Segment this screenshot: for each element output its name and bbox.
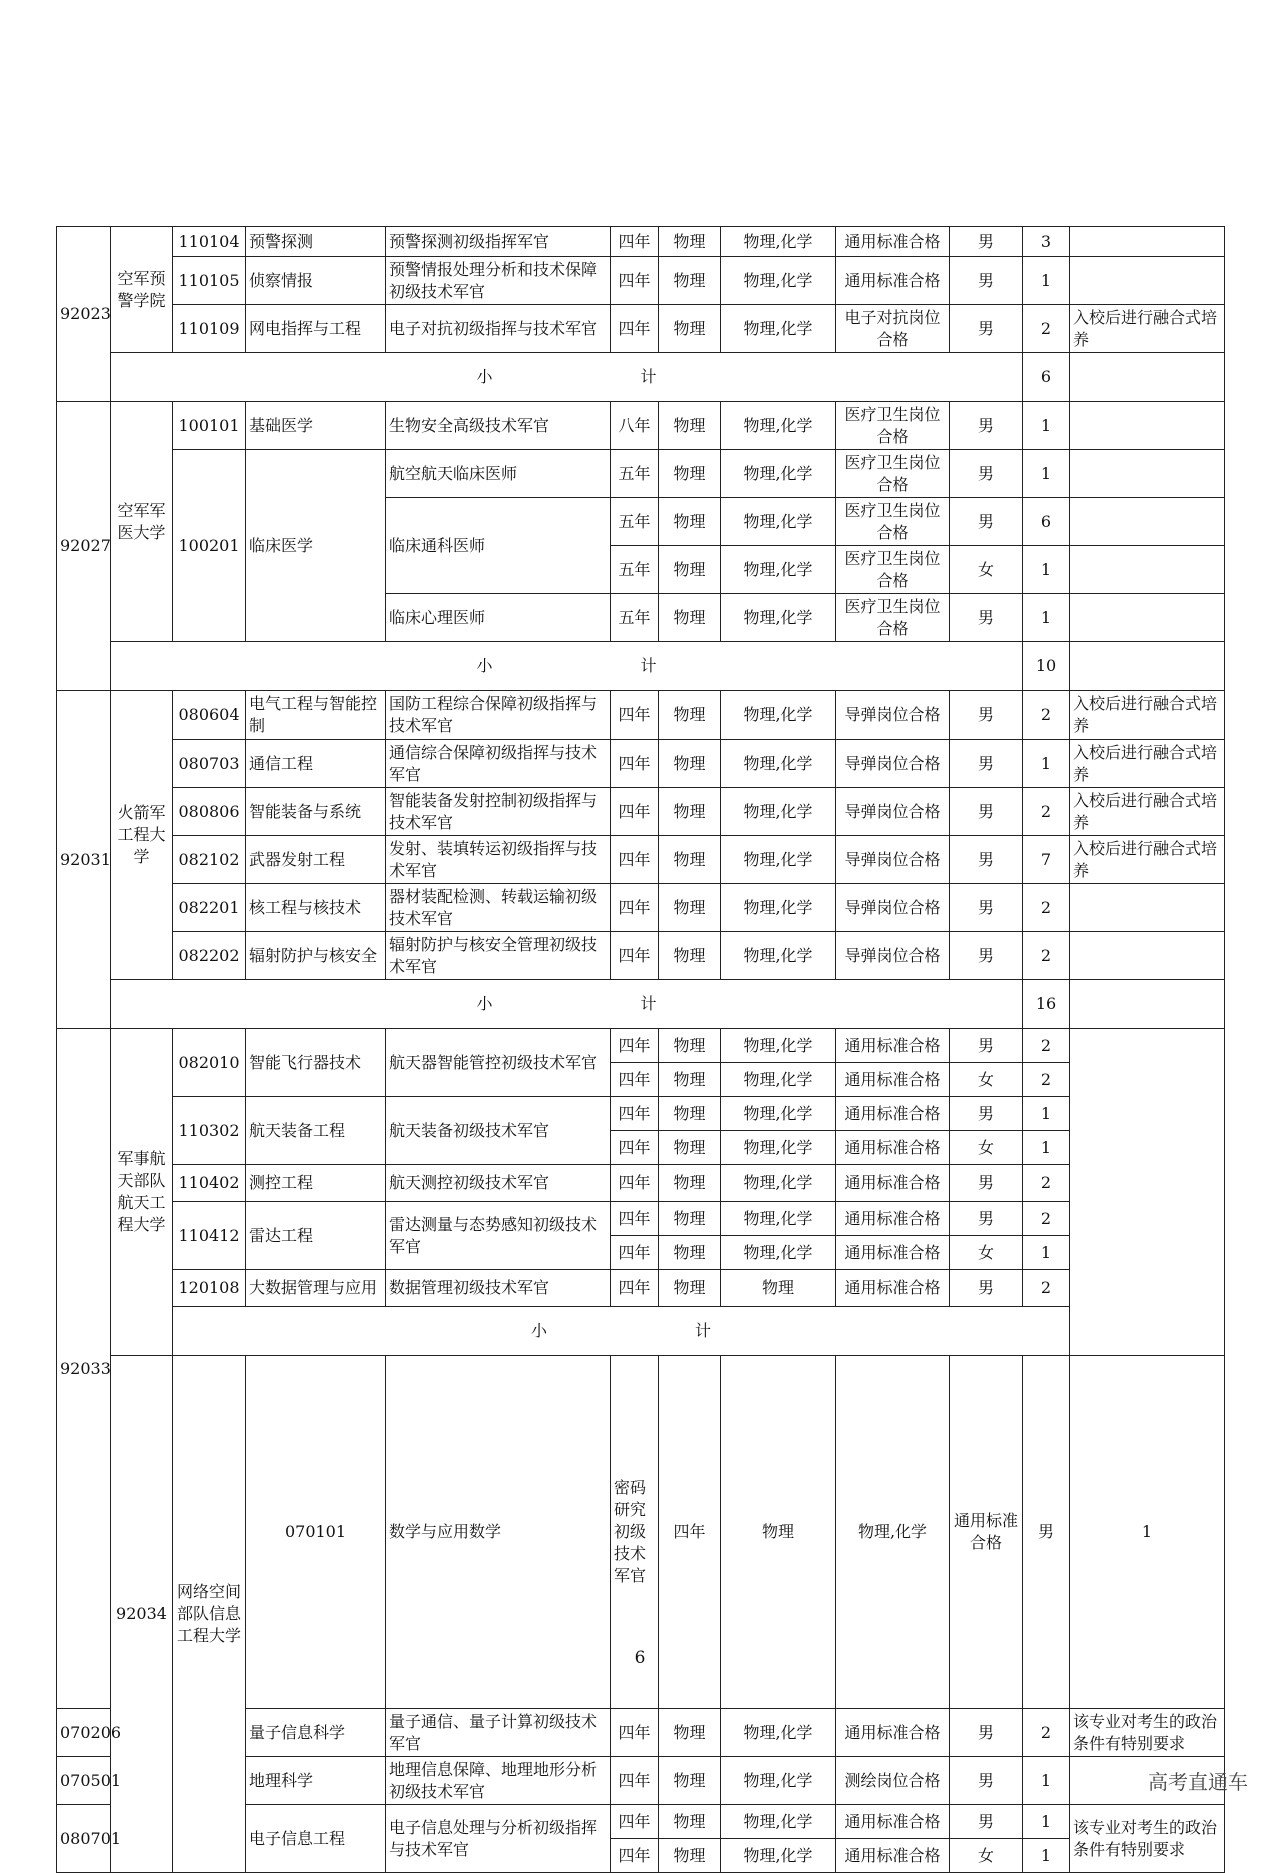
- table-row: [57, 932, 1225, 980]
- subtotal-label: 小 计: [173, 1307, 1070, 1356]
- elective-subjects: 物理,化学: [721, 691, 836, 740]
- count: 2: [1023, 1029, 1070, 1063]
- major-name: 测控工程: [246, 1165, 386, 1202]
- note: [1070, 642, 1225, 691]
- note: [1070, 227, 1225, 257]
- primary-subject: 物理: [659, 1131, 721, 1165]
- major-name: 电气工程与智能控制: [246, 691, 386, 740]
- major-code: 110109: [173, 305, 246, 353]
- years: 四年: [611, 1757, 659, 1805]
- primary-subject: 物理: [659, 546, 721, 594]
- physical-requirement: 导弹岗位合格: [836, 788, 950, 836]
- position: 临床心理医师: [386, 594, 611, 642]
- elective-subjects: 物理,化学: [721, 932, 836, 980]
- elective-subjects: 物理,化学: [721, 257, 836, 305]
- years: 四年: [611, 884, 659, 932]
- physical-requirement: 导弹岗位合格: [836, 691, 950, 740]
- primary-subject: 物理: [659, 594, 721, 642]
- physical-requirement: 通用标准合格: [836, 227, 950, 257]
- count: 1: [1023, 1097, 1070, 1131]
- elective-subjects: 物理,化学: [721, 1709, 836, 1757]
- primary-subject: 物理: [659, 884, 721, 932]
- count: 7: [1023, 836, 1070, 884]
- elective-subjects: 物理,化学: [721, 546, 836, 594]
- note: [1070, 546, 1225, 594]
- major-code: 082202: [173, 932, 246, 980]
- gender: 男: [950, 1757, 1023, 1805]
- gender: 男: [950, 932, 1023, 980]
- major-name: 雷达工程: [246, 1202, 386, 1270]
- gender: 男: [950, 1709, 1023, 1757]
- primary-subject: 物理: [659, 1029, 721, 1063]
- physical-requirement: 测绘岗位合格: [836, 1757, 950, 1805]
- subtotal-count: 6: [1023, 353, 1070, 402]
- count: 2: [1023, 1270, 1070, 1307]
- primary-subject: 物理: [659, 227, 721, 257]
- elective-subjects: 物理,化学: [721, 498, 836, 546]
- subtotal-row: [57, 353, 1225, 402]
- major-name: 武器发射工程: [246, 836, 386, 884]
- years: 五年: [611, 546, 659, 594]
- position: 航天装备初级技术军官: [386, 1097, 611, 1165]
- table-row: [57, 402, 1225, 450]
- major-code: 082201: [173, 884, 246, 932]
- gender: 男: [950, 836, 1023, 884]
- major-code: 100201: [173, 450, 246, 642]
- major-code: 080806: [173, 788, 246, 836]
- years: 四年: [611, 1270, 659, 1307]
- count: 1: [1023, 1805, 1070, 1839]
- note: [1070, 1029, 1225, 1356]
- count: 1: [1023, 546, 1070, 594]
- years: 五年: [611, 450, 659, 498]
- school-code: 92034: [111, 1356, 173, 1873]
- note: [1070, 257, 1225, 305]
- elective-subjects: 物理,化学: [721, 1131, 836, 1165]
- gender: 女: [950, 1236, 1023, 1270]
- school-code: 92031: [57, 691, 111, 1029]
- primary-subject: 物理: [659, 1709, 721, 1757]
- primary-subject: 物理: [659, 932, 721, 980]
- major-name: 智能飞行器技术: [246, 1029, 386, 1097]
- table-row: [57, 1029, 1225, 1063]
- count: 1: [1023, 257, 1070, 305]
- gender: 男: [950, 1202, 1023, 1236]
- note: [1070, 402, 1225, 450]
- count: 1: [1023, 450, 1070, 498]
- watermark: 高考直通车: [1148, 1770, 1248, 1794]
- position: 雷达测量与态势感知初级技术军官: [386, 1202, 611, 1270]
- physical-requirement: 通用标准合格: [950, 1356, 1023, 1709]
- physical-requirement: 通用标准合格: [836, 1839, 950, 1873]
- note: 入校后进行融合式培养: [1070, 836, 1225, 884]
- note: 入校后进行融合式培养: [1070, 305, 1225, 353]
- gender: 女: [950, 1131, 1023, 1165]
- years: 四年: [611, 1063, 659, 1097]
- physical-requirement: 通用标准合格: [836, 1270, 950, 1307]
- gender: 男: [950, 1029, 1023, 1063]
- years: 四年: [611, 1131, 659, 1165]
- gender: 男: [950, 227, 1023, 257]
- years: 四年: [611, 1202, 659, 1236]
- years: 四年: [611, 788, 659, 836]
- position: 航空航天临床医师: [386, 450, 611, 498]
- note: 该专业对考生的政治条件有特别要求: [1070, 1709, 1225, 1757]
- years: 五年: [611, 498, 659, 546]
- major-name: 核工程与核技术: [246, 884, 386, 932]
- primary-subject: 物理: [659, 1202, 721, 1236]
- count: 2: [1023, 884, 1070, 932]
- primary-subject: 物理: [659, 450, 721, 498]
- count: 2: [1023, 1165, 1070, 1202]
- years: 四年: [611, 1029, 659, 1063]
- years: 四年: [611, 1097, 659, 1131]
- position: 量子通信、量子计算初级技术军官: [386, 1709, 611, 1757]
- position: 发射、装填转运初级指挥与技术军官: [386, 836, 611, 884]
- position: 通信综合保障初级指挥与技术军官: [386, 740, 611, 788]
- position: 临床通科医师: [386, 498, 611, 594]
- school-name: 空军军医大学: [111, 402, 173, 642]
- major-code: 080604: [173, 691, 246, 740]
- table-row: [57, 1202, 1225, 1236]
- years: 四年: [611, 1165, 659, 1202]
- note: 入校后进行融合式培养: [1070, 788, 1225, 836]
- years: 四年: [611, 691, 659, 740]
- gender: 男: [950, 1270, 1023, 1307]
- physical-requirement: 导弹岗位合格: [836, 932, 950, 980]
- elective-subjects: 物理,化学: [721, 402, 836, 450]
- physical-requirement: 通用标准合格: [836, 1131, 950, 1165]
- gender: 男: [950, 1805, 1023, 1839]
- primary-subject: 物理: [659, 1270, 721, 1307]
- physical-requirement: 医疗卫生岗位合格: [836, 594, 950, 642]
- major-code: 070101: [246, 1356, 386, 1709]
- major-code: 110105: [173, 257, 246, 305]
- physical-requirement: 医疗卫生岗位合格: [836, 498, 950, 546]
- major-code: 082010: [173, 1029, 246, 1097]
- school-code: 92023: [57, 227, 111, 402]
- elective-subjects: 物理,化学: [721, 227, 836, 257]
- school-name: 网络空间部队信息工程大学: [173, 1356, 246, 1873]
- major-name: 临床医学: [246, 450, 386, 642]
- note: 入校后进行融合式培养: [1070, 740, 1225, 788]
- physical-requirement: 通用标准合格: [836, 1805, 950, 1839]
- major-code: 070501: [57, 1757, 111, 1805]
- subtotal-label: 小 计: [111, 980, 1023, 1029]
- gender: 男: [950, 788, 1023, 836]
- major-name: 航天装备工程: [246, 1097, 386, 1165]
- subtotal-row: [57, 642, 1225, 691]
- years: 四年: [611, 1709, 659, 1757]
- primary-subject: 物理: [659, 1165, 721, 1202]
- count: 1: [1023, 740, 1070, 788]
- school-name: 军事航天部队航天工程大学: [111, 1029, 173, 1356]
- major-code: 100101: [173, 402, 246, 450]
- primary-subject: 物理: [659, 257, 721, 305]
- elective-subjects: 物理,化学: [721, 594, 836, 642]
- physical-requirement: 通用标准合格: [836, 1236, 950, 1270]
- years: 四年: [611, 740, 659, 788]
- primary-subject: 物理: [659, 498, 721, 546]
- elective-subjects: 物理,化学: [721, 1165, 836, 1202]
- table-row: [57, 740, 1225, 788]
- gender: 女: [950, 546, 1023, 594]
- table-row: [57, 227, 1225, 257]
- count: 2: [1023, 932, 1070, 980]
- major-name: 预警探测: [246, 227, 386, 257]
- elective-subjects: 物理,化学: [721, 1029, 836, 1063]
- position: 预警探测初级指挥军官: [386, 227, 611, 257]
- table-row: [57, 788, 1225, 836]
- physical-requirement: 医疗卫生岗位合格: [836, 450, 950, 498]
- gender: 男: [950, 257, 1023, 305]
- elective-subjects: 物理,化学: [721, 1202, 836, 1236]
- major-code: 080701: [57, 1805, 111, 1873]
- subtotal-count: 10: [1023, 642, 1070, 691]
- table-row: [57, 257, 1225, 305]
- primary-subject: 物理: [659, 740, 721, 788]
- physical-requirement: 电子对抗岗位合格: [836, 305, 950, 353]
- gender: 男: [950, 1097, 1023, 1131]
- major-code: 070206: [57, 1709, 111, 1757]
- count: 1: [1023, 1236, 1070, 1270]
- major-name: 网电指挥与工程: [246, 305, 386, 353]
- table-row: [57, 1270, 1225, 1307]
- count: 1: [1023, 402, 1070, 450]
- physical-requirement: 医疗卫生岗位合格: [836, 402, 950, 450]
- elective-subjects: 物理,化学: [721, 1097, 836, 1131]
- table-row: [57, 884, 1225, 932]
- elective-subjects: 物理,化学: [721, 305, 836, 353]
- note: [1070, 498, 1225, 546]
- count: 2: [1023, 788, 1070, 836]
- admissions-table: [56, 226, 1225, 1873]
- count: 1: [1070, 1356, 1225, 1709]
- primary-subject: 物理: [659, 788, 721, 836]
- physical-requirement: 导弹岗位合格: [836, 836, 950, 884]
- years: 四年: [611, 1805, 659, 1839]
- elective-subjects: 物理,化学: [721, 884, 836, 932]
- elective-subjects: 物理: [721, 1270, 836, 1307]
- gender: 男: [950, 691, 1023, 740]
- years: 八年: [611, 402, 659, 450]
- table-row: [57, 1165, 1225, 1202]
- elective-subjects: 物理,化学: [721, 1236, 836, 1270]
- physical-requirement: 导弹岗位合格: [836, 884, 950, 932]
- physical-requirement: 通用标准合格: [836, 1165, 950, 1202]
- years: 四年: [659, 1356, 721, 1709]
- note: [1070, 932, 1225, 980]
- primary-subject: 物理: [721, 1356, 836, 1709]
- major-code: 110402: [173, 1165, 246, 1202]
- count: 1: [1023, 1131, 1070, 1165]
- physical-requirement: 通用标准合格: [836, 1202, 950, 1236]
- position: 预警情报处理分析和技术保障初级技术军官: [386, 257, 611, 305]
- major-name: 数学与应用数学: [386, 1356, 611, 1709]
- physical-requirement: 医疗卫生岗位合格: [836, 546, 950, 594]
- elective-subjects: 物理,化学: [836, 1356, 950, 1709]
- position: 生物安全高级技术军官: [386, 402, 611, 450]
- primary-subject: 物理: [659, 691, 721, 740]
- note: [1070, 884, 1225, 932]
- gender: 女: [950, 1063, 1023, 1097]
- school-code: 92027: [57, 402, 111, 691]
- count: 2: [1023, 1063, 1070, 1097]
- gender: 男: [950, 305, 1023, 353]
- major-code: 110302: [173, 1097, 246, 1165]
- major-name: 智能装备与系统: [246, 788, 386, 836]
- count: 3: [1023, 227, 1070, 257]
- major-code: 110412: [173, 1202, 246, 1270]
- table-row: [57, 1097, 1225, 1131]
- major-name: 大数据管理与应用: [246, 1270, 386, 1307]
- primary-subject: 物理: [659, 1063, 721, 1097]
- years: 四年: [611, 1839, 659, 1873]
- count: 2: [1023, 1709, 1070, 1757]
- school-code: 92033: [57, 1029, 111, 1709]
- note: 该专业对考生的政治条件有特别要求: [1070, 1805, 1225, 1873]
- elective-subjects: 物理,化学: [721, 450, 836, 498]
- position: 智能装备发射控制初级指挥与技术军官: [386, 788, 611, 836]
- years: 四年: [611, 257, 659, 305]
- position: 辐射防护与核安全管理初级技术军官: [386, 932, 611, 980]
- position: 器材装配检测、转载运输初级技术军官: [386, 884, 611, 932]
- major-name: 侦察情报: [246, 257, 386, 305]
- position: 密码研究初级技术军官: [611, 1356, 659, 1709]
- primary-subject: 物理: [659, 1097, 721, 1131]
- gender: 男: [950, 594, 1023, 642]
- primary-subject: 物理: [659, 402, 721, 450]
- position: 航天测控初级技术军官: [386, 1165, 611, 1202]
- gender: 男: [950, 740, 1023, 788]
- count: 2: [1023, 1202, 1070, 1236]
- subtotal-row: [57, 1307, 1225, 1356]
- count: 1: [1023, 1757, 1070, 1805]
- table-row: [57, 836, 1225, 884]
- primary-subject: 物理: [659, 1236, 721, 1270]
- physical-requirement: 通用标准合格: [836, 1709, 950, 1757]
- position: 电子信息处理与分析初级指挥与技术军官: [386, 1805, 611, 1873]
- elective-subjects: 物理,化学: [721, 1757, 836, 1805]
- position: 数据管理初级技术军官: [386, 1270, 611, 1307]
- school-name: 空军预警学院: [111, 227, 173, 353]
- elective-subjects: 物理,化学: [721, 1805, 836, 1839]
- note: [1070, 450, 1225, 498]
- major-code: 110104: [173, 227, 246, 257]
- physical-requirement: 通用标准合格: [836, 1097, 950, 1131]
- primary-subject: 物理: [659, 1757, 721, 1805]
- years: 四年: [611, 932, 659, 980]
- elective-subjects: 物理,化学: [721, 740, 836, 788]
- gender: 男: [950, 1165, 1023, 1202]
- primary-subject: 物理: [659, 1839, 721, 1873]
- elective-subjects: 物理,化学: [721, 836, 836, 884]
- position: 地理信息保障、地理地形分析初级技术军官: [386, 1757, 611, 1805]
- count: 2: [1023, 305, 1070, 353]
- years: 四年: [611, 227, 659, 257]
- physical-requirement: 通用标准合格: [836, 1063, 950, 1097]
- major-code: 120108: [173, 1270, 246, 1307]
- count: 2: [1023, 691, 1070, 740]
- years: 四年: [611, 305, 659, 353]
- physical-requirement: 通用标准合格: [836, 1029, 950, 1063]
- elective-subjects: 物理,化学: [721, 788, 836, 836]
- note: [1070, 594, 1225, 642]
- major-name: 地理科学: [246, 1757, 386, 1805]
- position: 航天器智能管控初级技术军官: [386, 1029, 611, 1097]
- subtotal-count: 16: [1023, 980, 1070, 1029]
- major-code: 080703: [173, 740, 246, 788]
- years: 五年: [611, 594, 659, 642]
- years: 四年: [611, 1236, 659, 1270]
- table-row: [57, 450, 1225, 498]
- page-number: 6: [634, 1648, 646, 1668]
- table-row: [57, 305, 1225, 353]
- major-code: 082102: [173, 836, 246, 884]
- primary-subject: 物理: [659, 1805, 721, 1839]
- primary-subject: 物理: [659, 305, 721, 353]
- position: 国防工程综合保障初级指挥与技术军官: [386, 691, 611, 740]
- physical-requirement: 通用标准合格: [836, 257, 950, 305]
- gender: 男: [950, 402, 1023, 450]
- major-name: 电子信息工程: [246, 1805, 386, 1873]
- gender: 男: [950, 450, 1023, 498]
- count: 6: [1023, 498, 1070, 546]
- table-row: [57, 691, 1225, 740]
- count: 1: [1023, 594, 1070, 642]
- count: 1: [1023, 1839, 1070, 1873]
- note: [1070, 353, 1225, 402]
- primary-subject: 物理: [659, 836, 721, 884]
- subtotal-label: 小 计: [111, 642, 1023, 691]
- gender: 男: [1023, 1356, 1070, 1709]
- gender: 男: [950, 498, 1023, 546]
- major-name: 辐射防护与核安全: [246, 932, 386, 980]
- note: [1070, 980, 1225, 1029]
- subtotal-label: 小 计: [111, 353, 1023, 402]
- gender: 女: [950, 1839, 1023, 1873]
- position: 电子对抗初级指挥与技术军官: [386, 305, 611, 353]
- major-name: 量子信息科学: [246, 1709, 386, 1757]
- elective-subjects: 物理,化学: [721, 1839, 836, 1873]
- major-name: 通信工程: [246, 740, 386, 788]
- note: 入校后进行融合式培养: [1070, 691, 1225, 740]
- subtotal-row: [57, 980, 1225, 1029]
- physical-requirement: 导弹岗位合格: [836, 740, 950, 788]
- years: 四年: [611, 836, 659, 884]
- elective-subjects: 物理,化学: [721, 1063, 836, 1097]
- gender: 男: [950, 884, 1023, 932]
- major-name: 基础医学: [246, 402, 386, 450]
- school-name: 火箭军工程大学: [111, 691, 173, 980]
